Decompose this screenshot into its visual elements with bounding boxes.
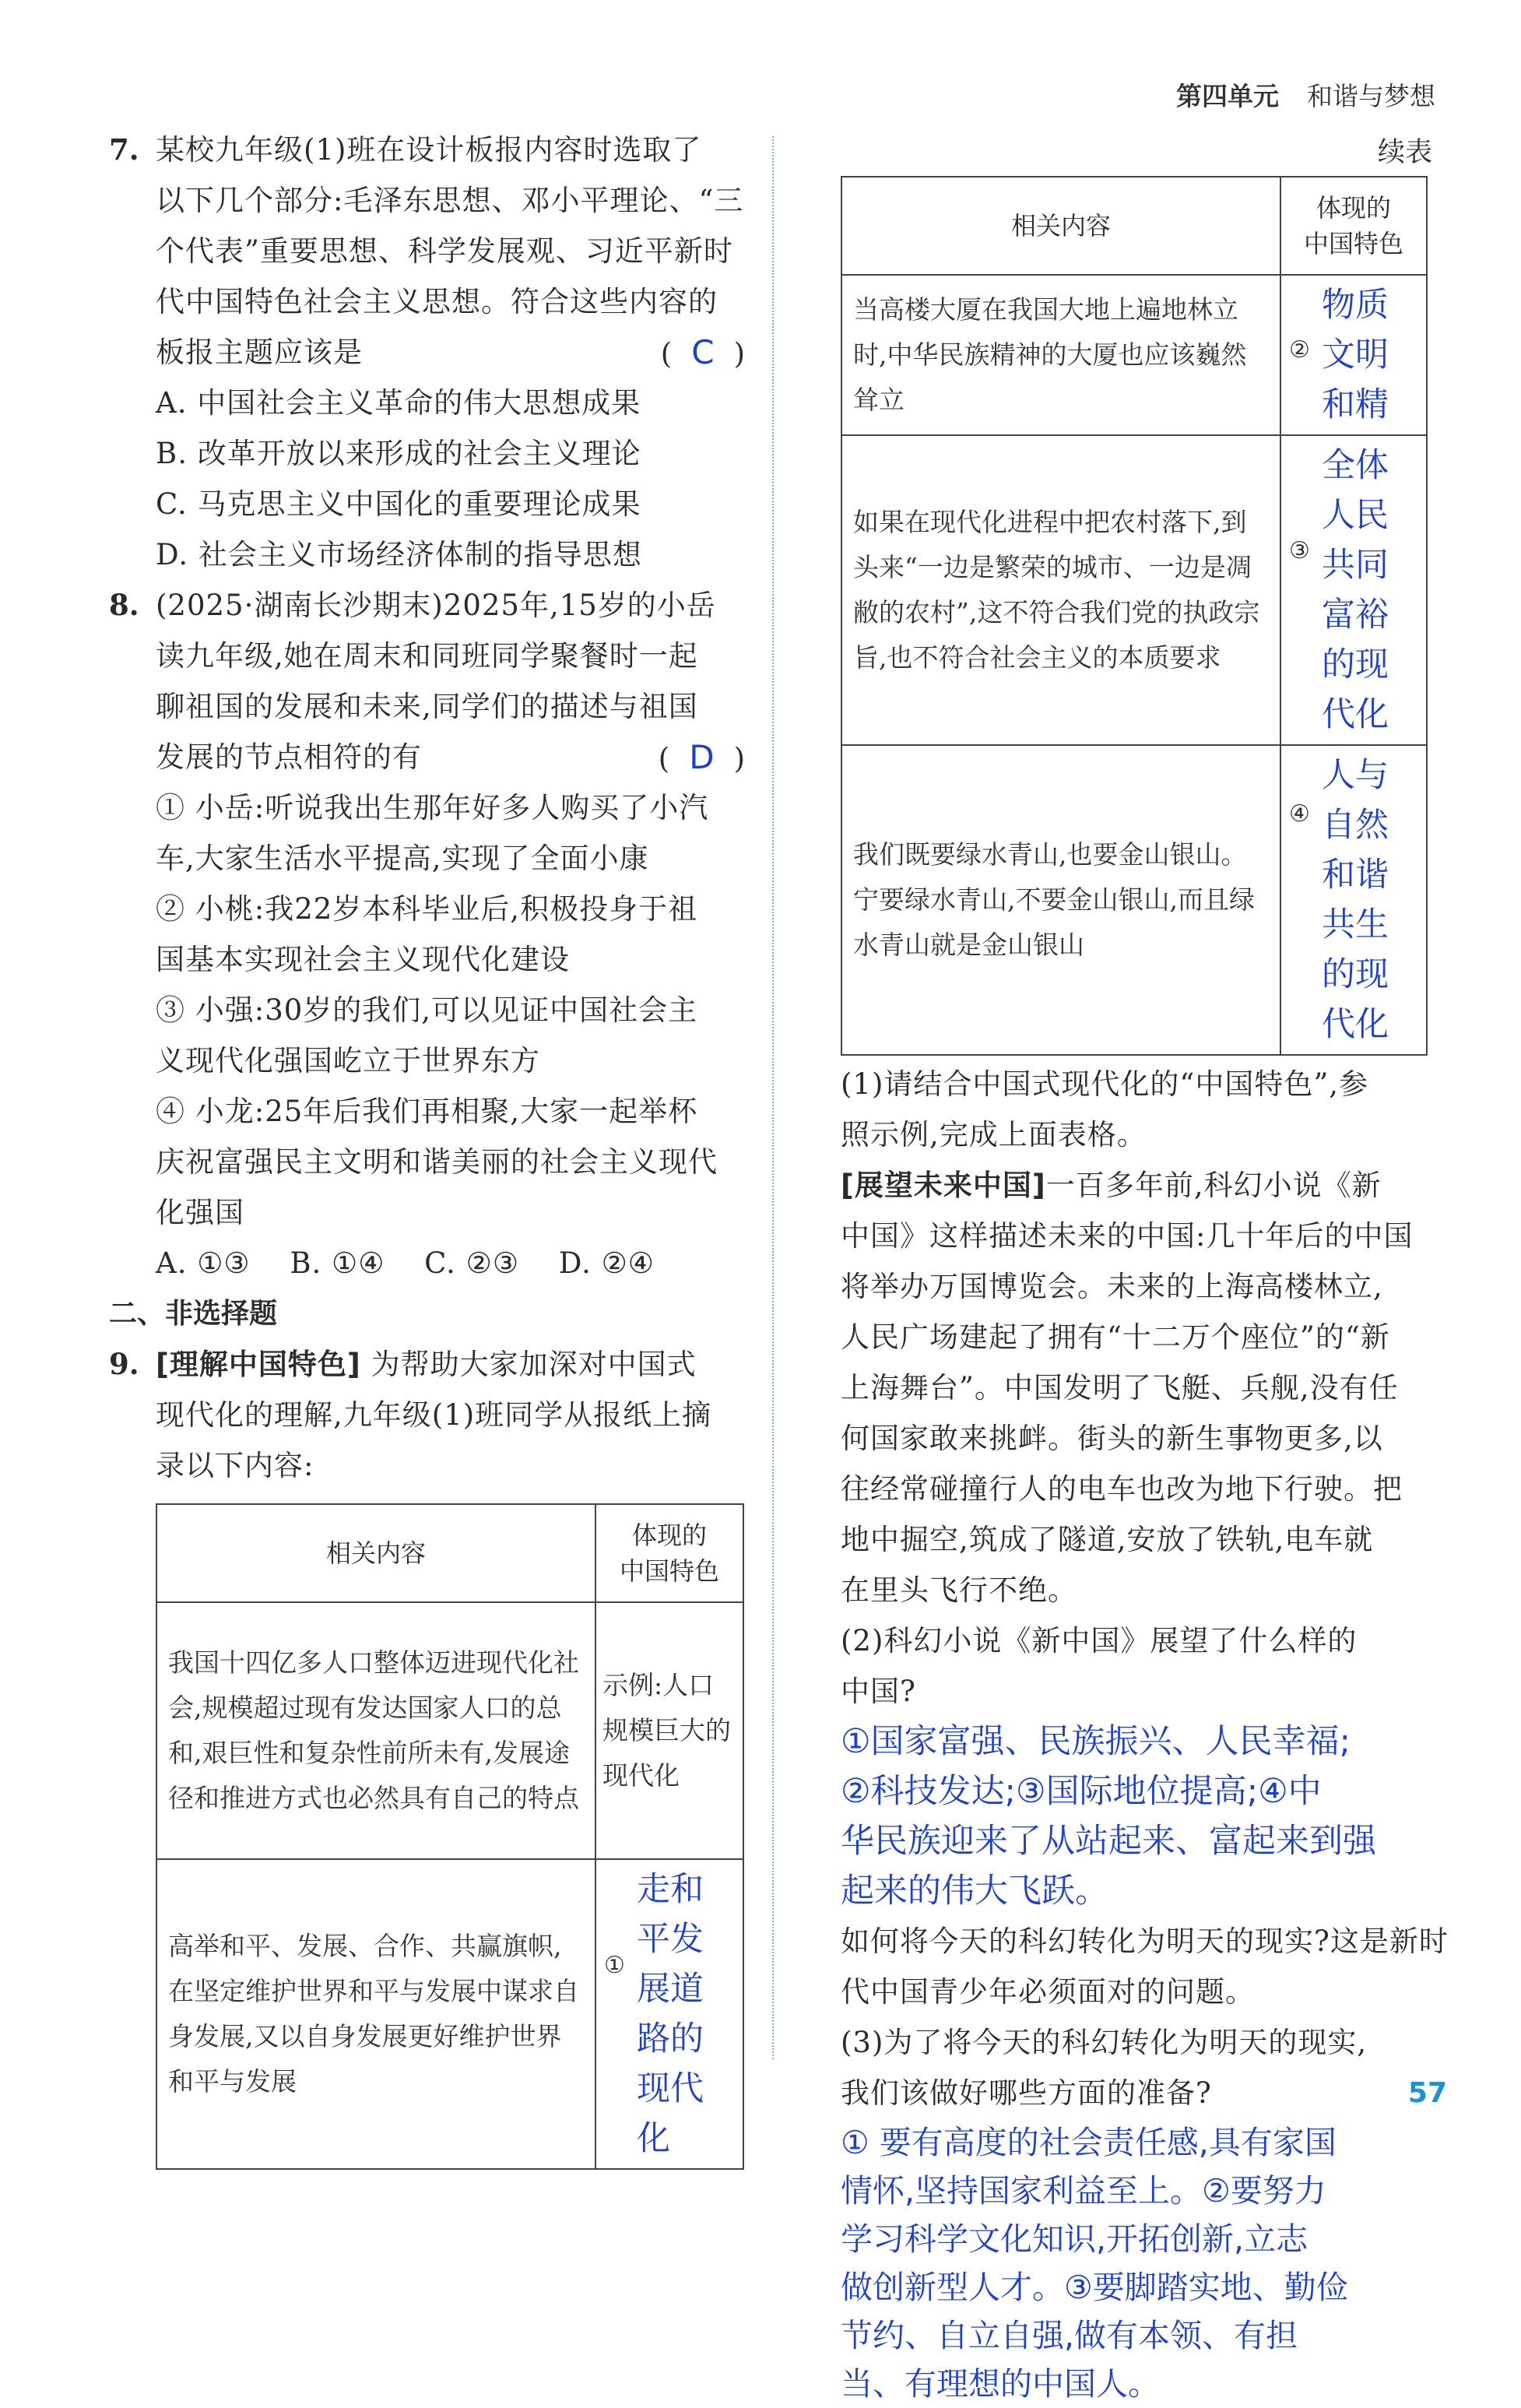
statement-line: ③ 小强:30岁的我们,可以见证中国社会主 [156,993,698,1027]
handwritten-answer-3 [841,2118,1432,2408]
statement-line: ① 小岳:听说我出生那年好多人购买了小汽 [156,791,709,824]
row-feature-example: 示例:人口规模巨大的现代化 [595,1602,743,1859]
handwritten-answer: D [689,738,715,776]
answer-line: 当、有理想的中国人。 [841,2365,1160,2403]
subquestion-2-line: 中国? [841,1675,916,1708]
statement-line: 车,大家生活水平提高,实现了全面小康 [156,842,649,875]
answer-options: A. ①③ B. ①④ C. ②③ D. ②④ [156,1246,655,1280]
statement-line: 国基本实现社会主义现代化建设 [156,943,570,976]
handwritten-answer-2 [841,1717,1432,1916]
question-text-line: 现代化的理解,九年级(1)班同学从报纸上摘 [156,1398,712,1432]
passage2-line: 如何将今天的科幻转化为明天的现实?这是新时 [841,1925,1449,1958]
row-content: 我们既要绿水青山,也要金山银山。宁要绿水青山,不要金山银山,而且绿水青山就是金山银山 [841,745,1280,1055]
statement-line: ④ 小龙:25年后我们再相聚,大家一起举杯 [156,1095,698,1128]
subquestion-2-line: (2)科幻小说《新中国》展望了什么样的 [841,1624,1358,1657]
unit-title: 和谐与梦想 [1307,81,1435,111]
topic-tag: [展望未来中国] [841,1169,1046,1202]
unit-label: 第四单元 [1176,81,1279,111]
table-row [841,745,1427,1055]
question-stem-end: 发展的节点相符的有 [156,740,422,774]
statement-line: 化强国 [156,1196,244,1229]
header-feature: 体现的 中国特色 [595,1504,743,1602]
right-column [841,132,1449,2408]
question-text-line [156,327,746,378]
answer-bracket: ( D ) [658,738,746,776]
row-content: 如果在现代化进程中把农村落下,到头来“一边是繁荣的城市、一边是凋敝的农村”,这不符合我们党的执政宗旨,也不符合社会主义的本质要求 [841,435,1280,745]
question-number: 8. [109,588,139,622]
continued-label: 续表 [1377,137,1432,168]
option-d: D. 社会主义市场经济体制的指导思想 [156,538,642,571]
option-a: A. 中国社会主义革命的伟大思想成果 [156,386,641,420]
column-divider [772,136,774,2059]
handwritten-feature: 人与自然和谐共生的现代化 [1322,756,1389,1044]
handwritten-feature: 全体人民共同富裕的现代化 [1322,446,1389,734]
passage-line: 何国家敢来挑衅。街头的新生事物更多,以 [841,1422,1383,1455]
answer-line: 情怀,坚持国家利益至上。②要努力 [841,2172,1326,2209]
question-text-line [156,1339,746,1390]
question-text: 为帮助大家加深对中国式 [371,1348,697,1381]
question-text-line [156,732,746,782]
table-row [841,275,1427,435]
table-row [156,1602,743,1859]
passage-line: 中国》这样描述未来的中国:几十年后的中国 [841,1219,1414,1253]
passage-line: 地中掘空,筑成了隧道,安放了铁轨,电车就 [841,1523,1374,1556]
blank-mark: ② [1289,336,1310,364]
subquestion-3-line: 我们该做好哪些方面的准备? [841,2076,1212,2110]
answer-line: ②科技发达;③国际地位提高;④中 [841,1772,1322,1811]
passage-line: 将举办万国博览会。未来的上海高楼林立, [841,1270,1383,1303]
statement-line: ② 小桃:我22岁本科毕业后,积极投身于祖 [156,892,698,926]
answer-line: 华民族迎来了从站起来、富起来到强 [841,1822,1376,1861]
question-text-line: 录以下内容: [156,1449,314,1482]
blank-mark: ④ [1289,800,1310,828]
passage-line: 在里头飞行不绝。 [841,1573,1077,1607]
answer-line: 做创新型人才。③要脚踏实地、勤俭 [841,2269,1348,2306]
question-text-line: (2025·湖南长沙期末)2025年,15岁的小岳 [156,589,716,622]
header-content: 相关内容 [156,1504,595,1602]
option-b: B. 改革开放以来形成的社会主义理论 [156,437,641,470]
passage-line [841,1160,1432,1211]
question-number: 9. [109,1347,139,1381]
table-header-row [156,1504,743,1602]
header-feature: 体现的 中国特色 [1280,177,1427,275]
passage2-line: 代中国青少年必须面对的问题。 [841,1975,1255,2009]
question-text-line: 以下几个部分:毛泽东思想、邓小平理论、“三 [156,184,744,217]
page-header [1176,76,1435,113]
passage-line: 人民广场建起了拥有“十二万个座位”的“新 [841,1320,1390,1354]
answer-line: 起来的伟大飞跃。 [841,1872,1108,1911]
question-text-line: 聊祖国的发展和未来,同学们的描述与祖国 [156,690,698,723]
question-9 [109,1339,746,2170]
question-text-line: 某校九年级(1)班在设计板报内容时选取了 [156,133,702,167]
row-content: 当高楼大厦在我国大地上遍地林立时,中华民族精神的大厦也应该巍然耸立 [841,275,1280,435]
handwritten-feature: 物质文明和精 [1322,286,1389,424]
question-stem-end: 板报主题应该是 [156,336,363,369]
topic-tag: [理解中国特色] [156,1348,361,1381]
subquestion-1-line: 照示例,完成上面表格。 [841,1118,1147,1151]
statement-line: 庆祝富强民主文明和谐美丽的社会主义现代 [156,1145,718,1179]
left-column [109,125,746,2170]
row-content: 高举和平、发展、合作、共赢旗帜,在坚定维护世界和平与发展中谋求自身发展,又以自身发展更好维护世界和平与发展 [156,1859,595,2169]
answer-line: ① 要有高度的社会责任感,具有家国 [841,2124,1337,2161]
question-8 [109,580,746,1288]
row-feature [595,1859,743,2169]
subquestion-1-line: (1)请结合中国式现代化的“中国特色”,参 [841,1067,1369,1101]
subquestion-3-line: (3)为了将今天的科幻转化为明天的现实, [841,2026,1368,2059]
passage-text: 一百多年前,科幻小说《新 [1045,1169,1382,1202]
section-title: 二、非选择题 [109,1298,278,1330]
row-feature [1280,435,1427,745]
answer-line: 节约、自立自强,做有本领、有担 [841,2317,1298,2354]
statement-line: 义现代化强国屹立于世界东方 [156,1044,540,1077]
question-text-line: 代中国特色社会主义思想。符合这些内容的 [156,285,718,318]
row-feature [1280,745,1427,1055]
option-c: C. 马克思主义中国化的重要理论成果 [156,487,641,521]
row-content: 我国十四亿多人口整体迈进现代化社会,规模超过现有发达国家人口的总和,艰巨性和复杂性前所未有,发展途径和推进方式也必然具有自己的特点 [156,1602,595,1859]
question-text-line: 个代表”重要思想、科学发展观、习近平新时 [156,234,733,268]
header-content: 相关内容 [841,177,1280,275]
table-row [156,1859,743,2169]
page-number: 57 [1407,2077,1447,2109]
passage-line: 上海舞台”。中国发明了飞艇、兵舰,没有任 [841,1371,1399,1404]
question-7 [109,125,746,580]
blank-mark: ① [604,1952,625,1979]
question-text-line: 读九年级,她在周末和同班同学聚餐时一起 [156,639,698,673]
passage-line: 往经常碰撞行人的电车也改为地下行驶。把 [841,1472,1403,1506]
answer-bracket: ( C ) [660,333,746,371]
handwritten-answer: C [691,333,715,371]
features-table-part2 [841,176,1428,1056]
question-number: 7. [109,132,139,167]
row-feature [1280,275,1427,435]
blank-mark: ③ [1289,537,1310,564]
answer-line: 学习科学文化知识,开拓创新,立志 [841,2220,1308,2258]
features-table-part1 [156,1503,744,2170]
answer-line: ①国家富强、民族振兴、人民幸福; [841,1722,1351,1761]
table-row [841,435,1427,745]
table-header-row [841,177,1427,275]
handwritten-feature: 走和平发展道路的现代化 [637,1870,704,2158]
